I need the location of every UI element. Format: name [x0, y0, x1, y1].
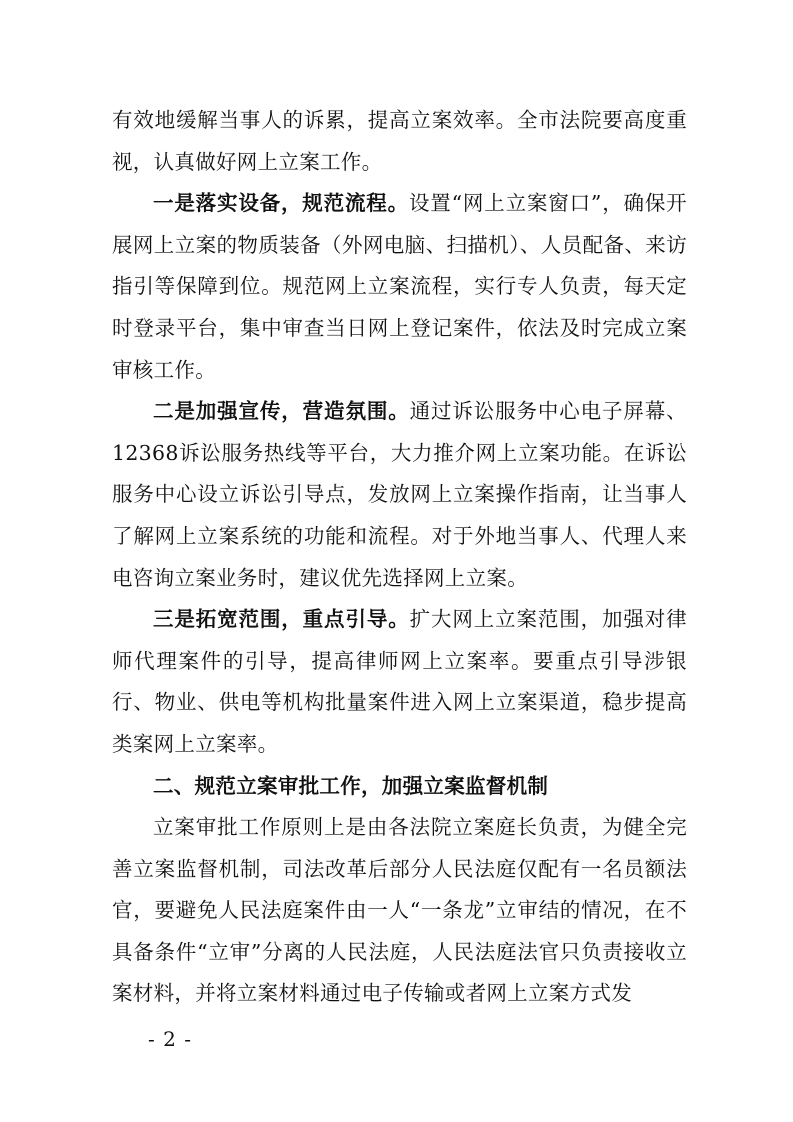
paragraph-intro [112, 100, 687, 183]
paragraph-point-one [112, 183, 687, 391]
paragraph-text: 有效地缓解当事人的诉累，提高立案效率。全市法院要高度重视，认真做好网上立案工作。 [112, 108, 687, 174]
page-number: - 2 - [148, 1027, 192, 1051]
paragraph-closing: 立案审批工作原则上是由各法院立案庭长负责，为健全完善立案监督机制，司法改革后部分人民法庭仅配有一名员额法官，要避免人民法庭案件由一人“一条龙”立审结的情况，在不具备条件“立审”分离的人民法庭，人民法庭法官只负责接收立案材料，并将立案材料通过电子传输或者网上立案方式发 [112, 815, 687, 1006]
paragraph-text: 设置“网上立案窗口”，确保开展网上立案的物质装备（外网电脑、扫描机）、人员配备、来访指引等保障到位。规范网上立案流程，实行专人负责，每天定时登录平台，集中审查当日网上登记案件，依法及时完成立案审核工作。 [112, 191, 687, 382]
paragraph-lead: 二是加强宣传，营造氛围。 [153, 399, 410, 424]
section-heading: 二、规范立案审批工作，加强立案监督机制 [153, 773, 549, 798]
paragraph-text: 通过诉讼服务中心电子屏幕、12368诉讼服务热线等平台，大力推介网上立案功能。在诉讼服务中心设立诉讼引导点，发放网上立案操作指南，让当事人了解网上立案系统的功能和流程。对于外地当事人、代理人来电咨询立案业务时，建议优先选择网上立案。 [112, 399, 687, 590]
paragraph-lead: 三是拓宽范围，重点引导。 [153, 607, 410, 632]
paragraph-point-two [112, 391, 687, 599]
paragraph-text: 扩大网上立案范围，加强对律师代理案件的引导，提高律师网上立案率。要重点引导涉银行、物业、供电等机构批量案件进入网上立案渠道，稳步提高类案网上立案率。 [112, 607, 687, 756]
paragraph-lead: 一是落实设备，规范流程。 [153, 191, 409, 216]
document-body [112, 100, 687, 1015]
paragraph-point-three [112, 599, 687, 765]
